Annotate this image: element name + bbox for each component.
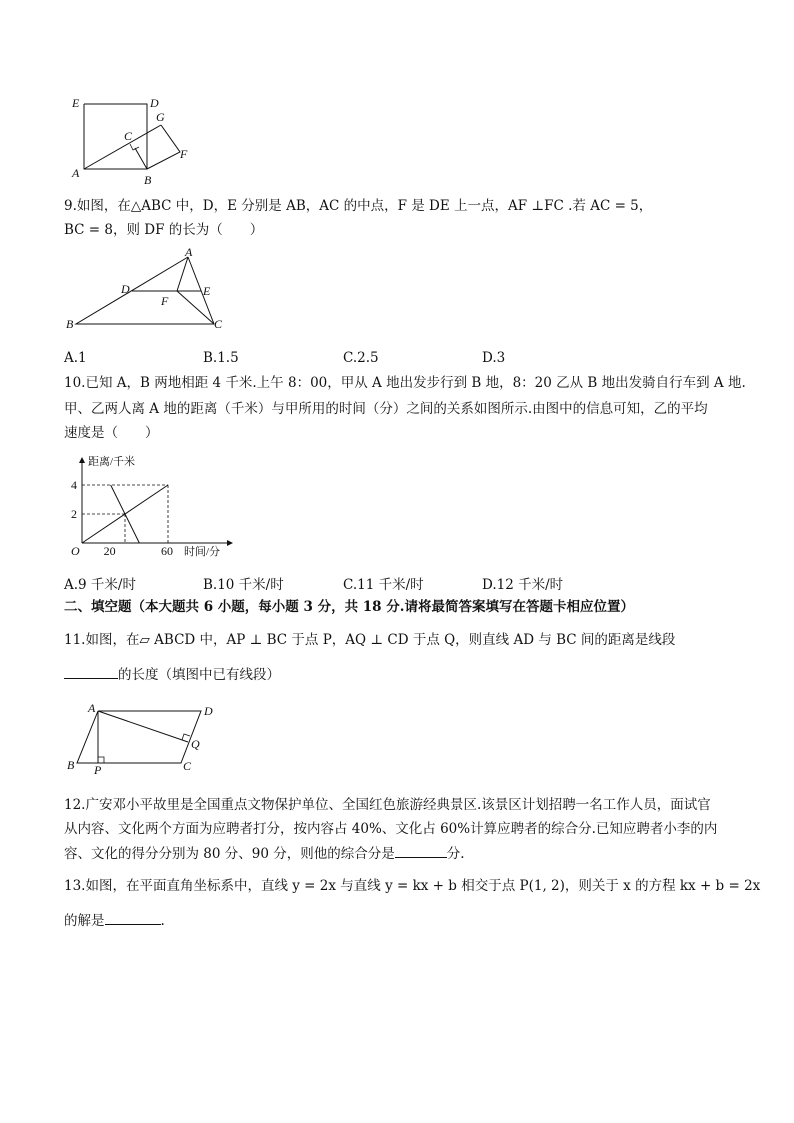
q11-stem-line1: 11.如图，在▱ ABCD 中，AP ⊥ BC 于点 P，AQ ⊥ CD 于点 Q，则直线 AD 与 BC 间的距离是线段 — [64, 632, 676, 648]
q9-option-b: B.1.5 — [203, 350, 239, 366]
fig8-label-d: D — [150, 96, 159, 110]
q11-label-b: B — [67, 758, 75, 772]
q11-stem-line2 — [64, 664, 280, 685]
q10-option-a: A.9 千米/时 — [64, 577, 136, 593]
q9-stem-line1: 9.如图，在△ABC 中，D，E 分别是 AB，AC 的中点，F 是 DE 上一点，AF ⊥FC .若 AC = 5， — [64, 198, 653, 214]
fig8-label-g: G — [156, 110, 165, 124]
chart-y-tick-4: 4 — [71, 478, 77, 492]
q9-option-d: D.3 — [482, 350, 506, 366]
q9-label-f: F — [161, 294, 169, 308]
q9-option-c: C.2.5 — [343, 350, 379, 366]
q13-stem-line2 — [64, 910, 165, 931]
q11-label-c: C — [183, 759, 192, 773]
q11-label-d: D — [204, 704, 213, 718]
q9-label-c: C — [214, 317, 223, 331]
chart-y-axis-label: 距离/千米 — [88, 456, 136, 468]
fig8-label-f: F — [180, 147, 188, 161]
q9-option-a: A.1 — [64, 350, 87, 366]
q9-label-b: B — [66, 317, 74, 331]
fig8-label-b: B — [144, 173, 152, 187]
chart-x-axis-label: 时间/分 — [184, 546, 221, 558]
q13-answer-blank[interactable] — [105, 910, 161, 925]
q10-option-d: D.12 千米/时 — [482, 577, 564, 593]
fig8-label-c: C — [124, 129, 133, 143]
q9-label-a: A — [185, 248, 193, 259]
q9-label-d: D — [121, 282, 130, 296]
chart-x-tick-60: 60 — [161, 544, 173, 558]
q9-label-e: E — [203, 284, 211, 298]
q11-answer-blank[interactable] — [64, 664, 118, 679]
fig8-label-a: A — [72, 166, 80, 180]
q11-label-p: P — [94, 763, 102, 777]
q11-stem-line2-text: 的长度（填图中已有线段） — [118, 667, 280, 683]
q10-stem-line3: 速度是（ ） — [64, 425, 159, 441]
q12-stem-line3-end: 分. — [446, 846, 465, 862]
q10-stem-line2: 甲、乙两人离 A 地的距离（千米）与甲所用的时间（分）之间的关系如图所示.由图中的信息可知，乙的平均 — [64, 401, 708, 417]
q13-stem-line1: 13.如图，在平面直角坐标系中，直线 y = 2x 与直线 y = kx + b 相交于点 P(1, 2)，则关于 x 的方程 kx + b = 2x — [64, 878, 761, 894]
chart-x-tick-20: 20 — [103, 544, 116, 558]
q12-stem-line3 — [64, 843, 465, 864]
q11-label-a: A — [88, 701, 96, 715]
q11-parallelogram-figure — [64, 700, 224, 780]
square-rectangle-figure — [64, 92, 204, 192]
chart-y-tick-2: 2 — [71, 507, 77, 521]
q9-triangle-figure — [64, 248, 234, 338]
q10-distance-time-chart — [64, 455, 244, 565]
q10-option-b: B.10 千米/时 — [203, 577, 284, 593]
q10-stem-line1: 10.已知 A，B 两地相距 4 千米.上午 8：00，甲从 A 地出发步行到 B 地，8：20 乙从 B 地出发骑自行车到 A 地. — [64, 375, 746, 391]
q12-stem-line3-text: 容、文化的得分分别为 80 分、90 分，则他的综合分是 — [64, 846, 395, 862]
chart-x-tick-O: O — [71, 544, 80, 558]
q13-stem-line2-end: . — [160, 913, 165, 929]
q12-stem-line1: 12.广安邓小平故里是全国重点文物保护单位、全国红色旅游经典景区.该景区计划招聘一名工作人员，面试官 — [64, 797, 711, 813]
q13-stem-line2-text: 的解是 — [64, 913, 105, 929]
q11-label-q: Q — [191, 737, 200, 751]
q12-answer-blank[interactable] — [395, 843, 447, 858]
q10-option-c: C.11 千米/时 — [343, 577, 424, 593]
section2-heading: 二、填空题（本大题共 6 小题，每小题 3 分，共 18 分.请将最简答案填写在答题卡相应位置） — [64, 599, 634, 615]
fig8-label-e: E — [72, 96, 80, 110]
q12-stem-line2: 从内容、文化两个方面为应聘者打分，按内容占 40%、文化占 60%计算应聘者的综合分.已知应聘者小李的内 — [64, 821, 718, 837]
q9-stem-line2: BC = 8，则 DF 的长为（ ） — [64, 222, 264, 238]
